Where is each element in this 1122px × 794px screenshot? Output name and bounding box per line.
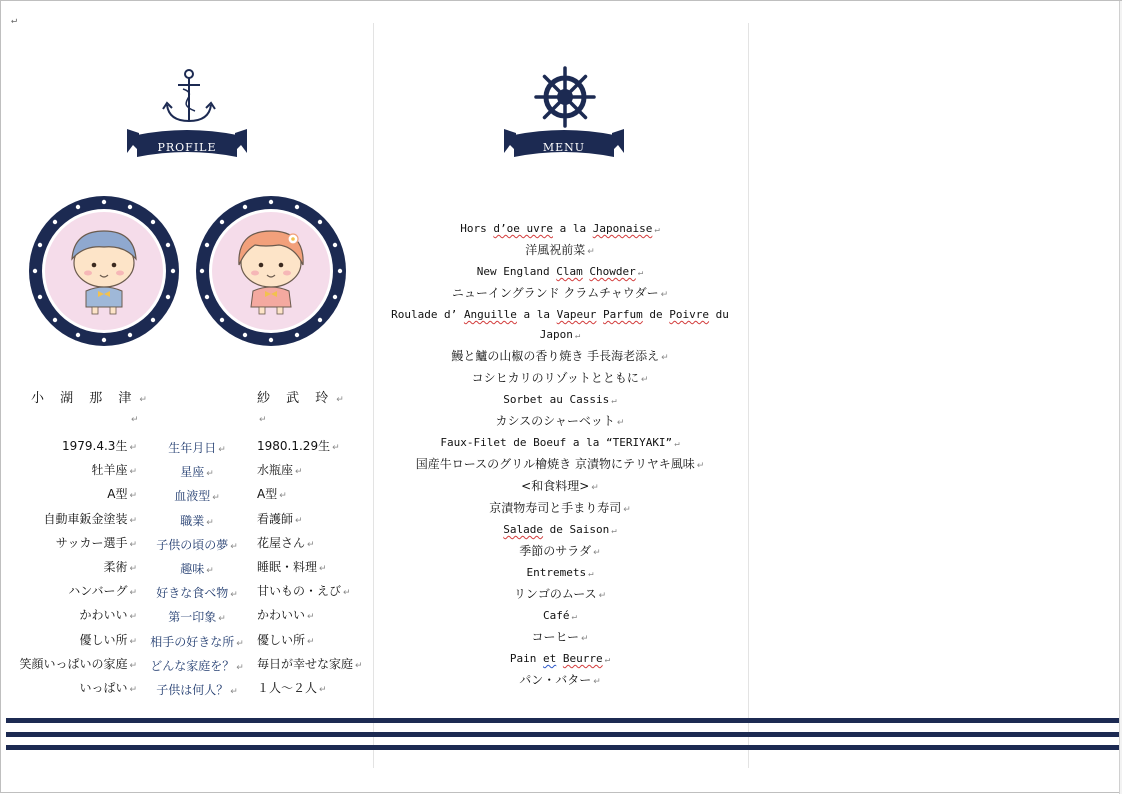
- bride-value: 花屋さん ↵: [257, 536, 315, 550]
- groom-value: 優しい所 ↵: [79, 633, 137, 647]
- bride-value: かわいい ↵: [257, 608, 315, 622]
- menu-item: Sorbet au Cassis ↵: [503, 393, 617, 406]
- menu-item: 京漬物寿司と手まり寿司 ↵: [489, 501, 631, 515]
- ship-wheel-icon: [533, 65, 597, 129]
- profile-label: 第一印象 ↵: [168, 610, 226, 624]
- menu-item: <和食料理> ↵: [521, 479, 599, 493]
- groom-value: 牡羊座 ↵: [91, 463, 137, 477]
- profile-label: 趣味 ↵: [180, 562, 214, 576]
- groom-value: いっぱい ↵: [79, 681, 137, 695]
- menu-item: Salade de Saison ↵: [503, 523, 617, 536]
- groom-name: 小 湖 那 津 ↵: [31, 391, 153, 406]
- groom-value: 柔術 ↵: [103, 560, 137, 574]
- bride-value: 甘いもの・えび ↵: [257, 584, 351, 598]
- groom-value: 笑顔いっぱいの家庭 ↵: [19, 657, 137, 671]
- profile-label: 相手の好きな所 ↵: [150, 635, 244, 649]
- profile-label: 血液型 ↵: [174, 489, 220, 503]
- menu-item: Hors d’oe uvre a la Japonaise ↵: [460, 222, 660, 235]
- navy-stripe-3: [6, 745, 1119, 750]
- paragraph-mark: ↵: [11, 15, 18, 26]
- bride-value: 優しい所 ↵: [257, 633, 315, 647]
- menu-item: Café ↵: [543, 609, 577, 622]
- fold-line-2: [748, 23, 749, 768]
- menu-item: カシスのシャーベット ↵: [495, 414, 625, 428]
- menu-item: コーヒー ↵: [531, 630, 589, 644]
- navy-stripe-1: [6, 718, 1119, 723]
- groom-value: サッカー選手 ↵: [55, 536, 137, 550]
- bride-value: A型 ↵: [257, 487, 287, 501]
- empty-paragraph-mark: ↵: [259, 415, 267, 425]
- profile-label: どんな家庭を？ ↵: [150, 659, 244, 673]
- menu-item: New England Clam Chowder ↵: [476, 265, 644, 278]
- menu-item: パン・バター ↵: [519, 673, 601, 687]
- profile-banner-label: PROFILE: [157, 141, 217, 154]
- profile-label: 星座 ↵: [180, 465, 214, 479]
- bride-value: 水瓶座 ↵: [257, 463, 303, 477]
- menu-item: 鰻と鱸の山椒の香り焼き 手長海老添え ↵: [451, 349, 669, 363]
- navy-stripe-2: [6, 732, 1119, 737]
- fold-line-1: [373, 23, 374, 768]
- menu-banner-label: MENU: [542, 141, 586, 154]
- menu-item: Faux-Filet de Boeuf a la “TERIYAKI” ↵: [440, 436, 680, 449]
- groom-value: ハンバーグ ↵: [68, 584, 137, 598]
- menu-item: 季節のサラダ ↵: [519, 544, 601, 558]
- menu-list: [389, 219, 731, 692]
- empty-paragraph-mark: ↵: [131, 415, 139, 425]
- menu-item: 国産牛ロースのグリル檜焼き 京漬物にテリヤキ風味 ↵: [415, 457, 705, 471]
- groom-value: かわいい ↵: [79, 608, 137, 622]
- profile-label: 職業 ↵: [180, 514, 214, 528]
- groom-portrait: [28, 195, 180, 347]
- bride-portrait: [195, 195, 347, 347]
- bride-value: 毎日が幸せな家庭 ↵: [257, 657, 363, 671]
- profile-label: 生年月日 ↵: [168, 441, 226, 455]
- groom-value: A型 ↵: [107, 487, 137, 501]
- menu-item: コシヒカリのリゾットとともに ↵: [471, 371, 649, 385]
- profile-label: 子供の頃の夢 ↵: [156, 538, 238, 552]
- menu-item: Entremets ↵: [526, 566, 594, 579]
- bride-name: 紗 武 玲 ↵: [257, 391, 350, 406]
- bride-value: 睡眠・料理 ↵: [257, 560, 327, 574]
- menu-item: 洋風祝前菜 ↵: [525, 243, 595, 257]
- groom-value: 自動車鈑金塗装 ↵: [43, 512, 137, 526]
- profile-label: 好きな食べ物 ↵: [156, 586, 238, 600]
- bride-value: １人～２人 ↵: [257, 681, 327, 695]
- menu-item: ニューイングランド クラムチャウダー ↵: [451, 286, 669, 300]
- menu-item: Pain et Beurre ↵: [509, 652, 611, 665]
- profile-label: 子供は何人？ ↵: [156, 683, 238, 697]
- anchor-icon: [161, 67, 217, 127]
- menu-item: Roulade d’ Anguille a la Vapeur Parfum de Poivre du Japon ↵: [391, 308, 729, 341]
- bride-value: 1980.1.29生 ↵: [257, 439, 340, 453]
- groom-value: 1979.4.3生 ↵: [62, 439, 137, 453]
- bride-value: 看護師 ↵: [257, 512, 303, 526]
- menu-item: リンゴのムース ↵: [513, 587, 607, 601]
